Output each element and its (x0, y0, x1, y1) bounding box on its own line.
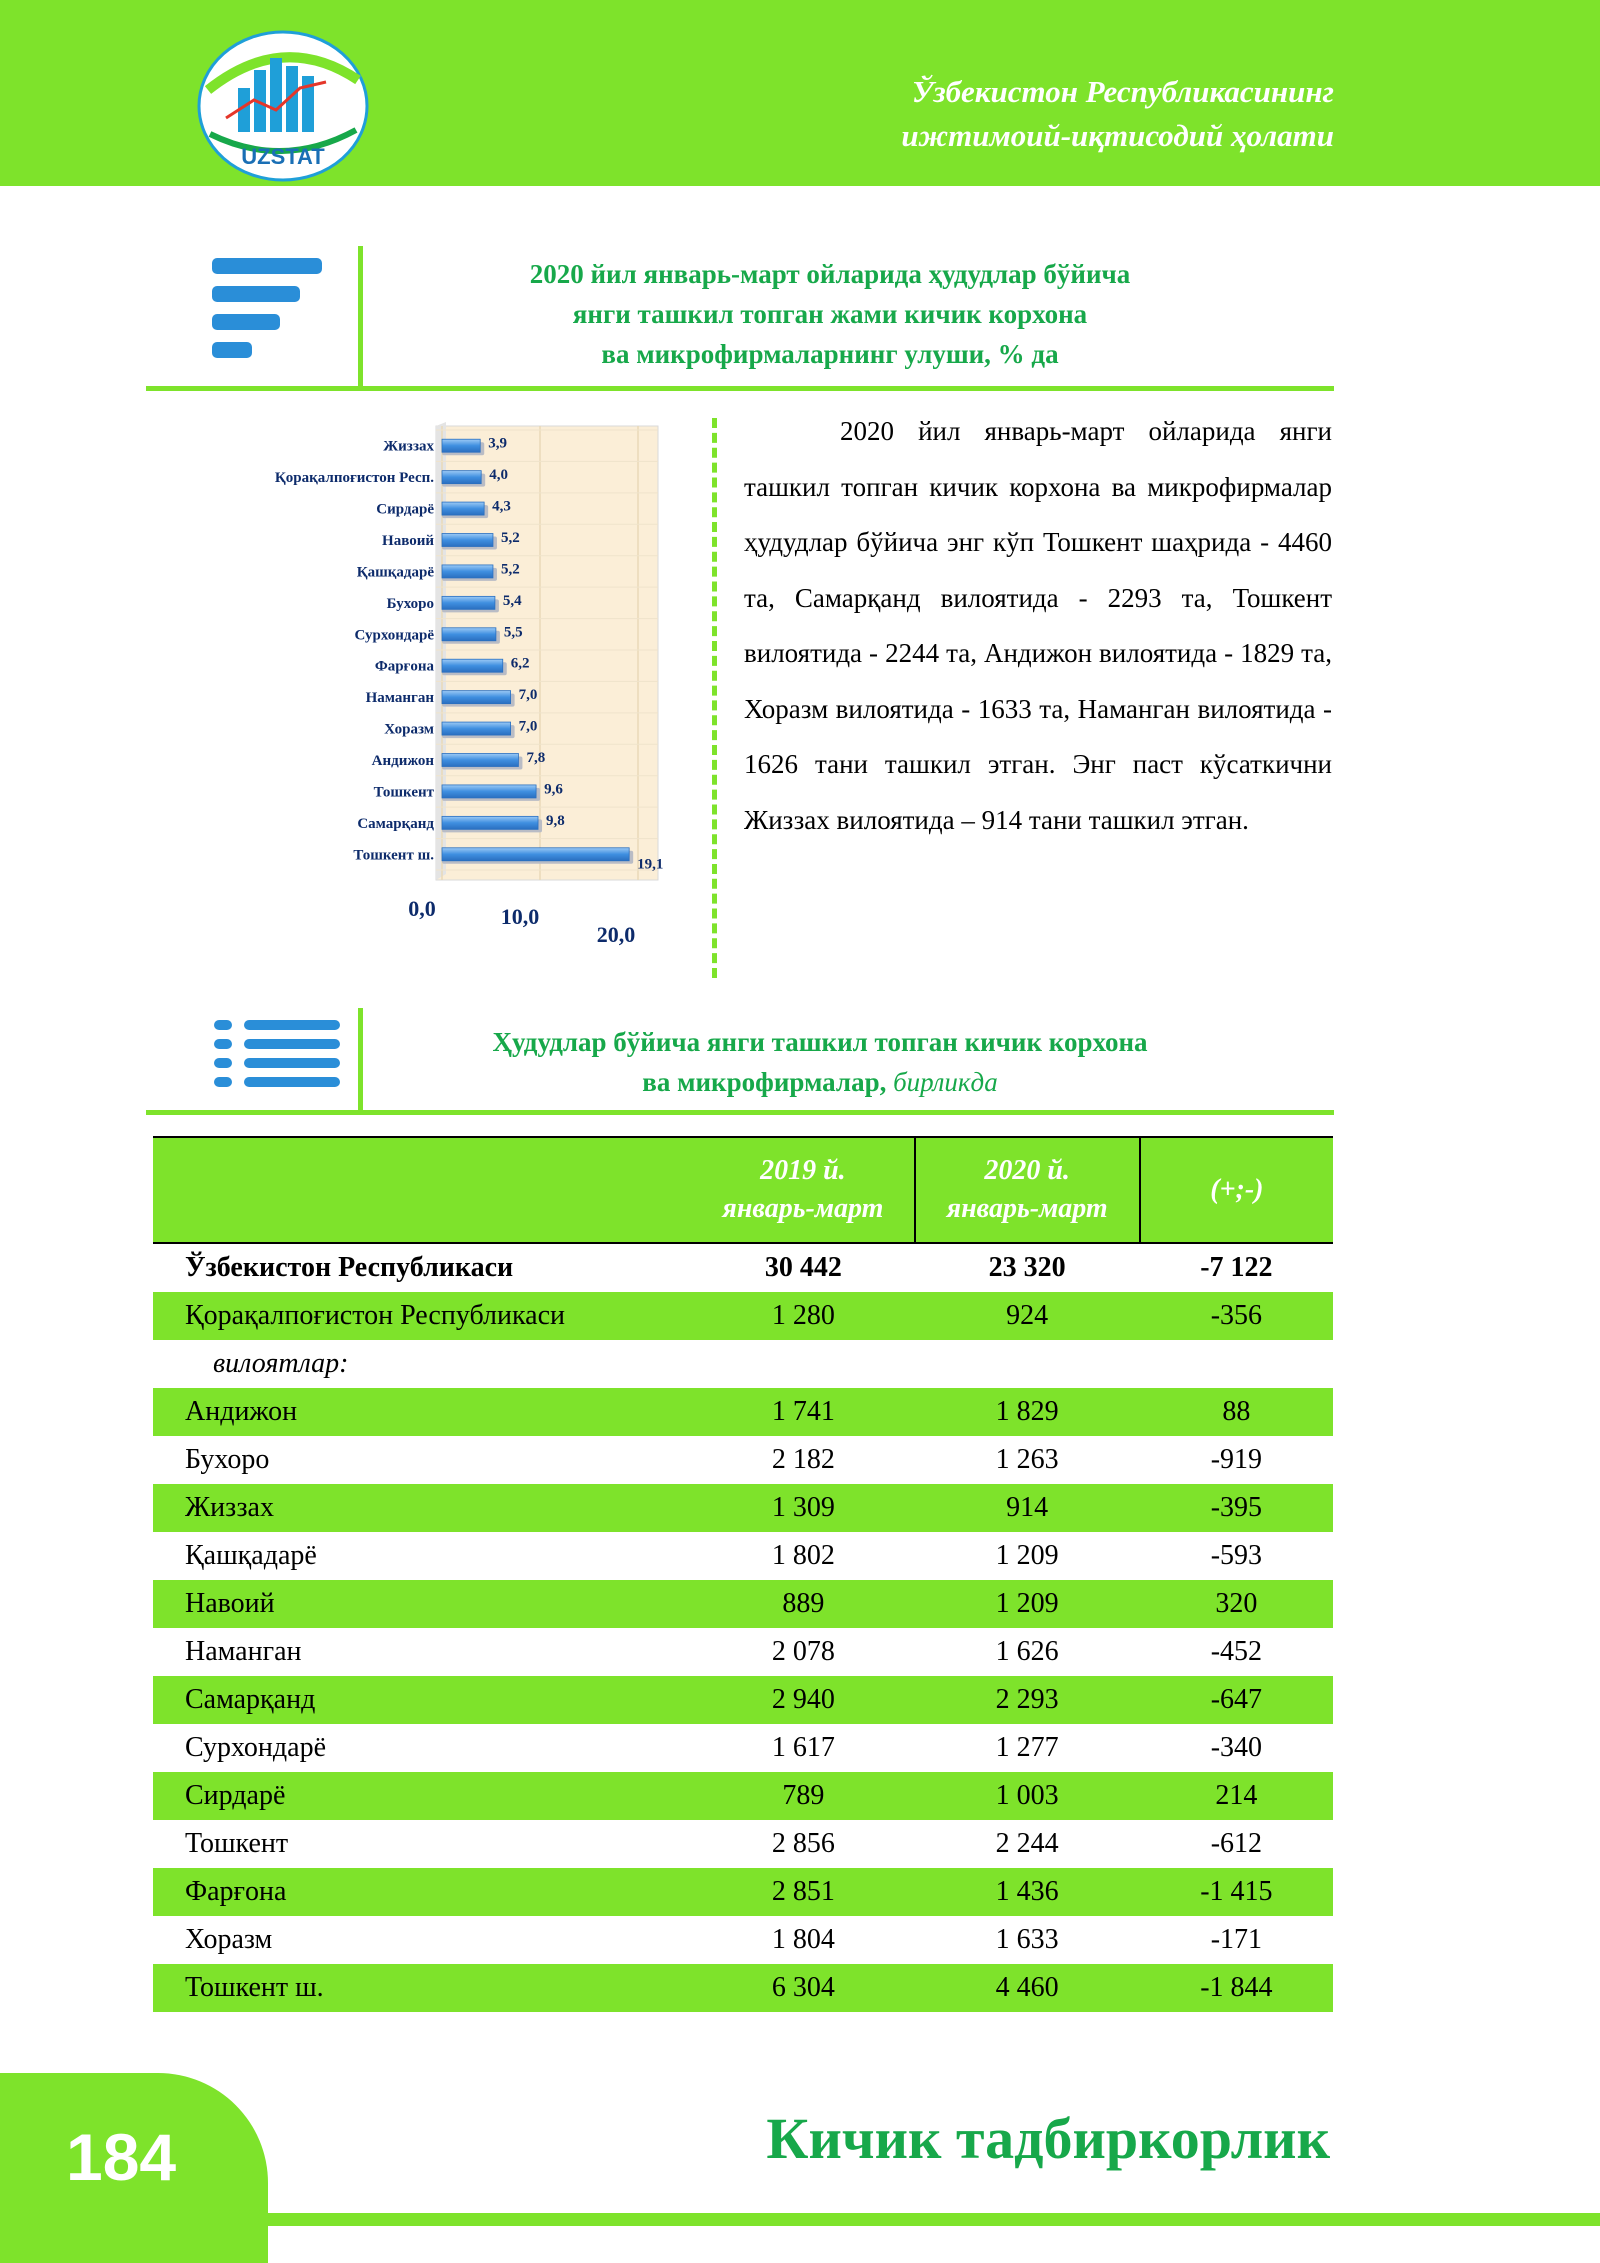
row-2019: 30 442 (764, 1252, 842, 1283)
table-header-row (153, 1137, 1333, 1243)
row-diff: -647 (1140, 1676, 1333, 1724)
table-row (153, 1820, 1333, 1868)
row-2020: 1 626 (995, 1636, 1059, 1667)
row-2019: 2 182 (771, 1444, 835, 1475)
row-name: Ўзбекистон Республикаси (185, 1252, 514, 1283)
chart-category-label: Сурхондарё (354, 627, 434, 644)
chart-value-label: 5,4 (502, 592, 522, 609)
list-icon (214, 1020, 340, 1088)
chart-bar (442, 659, 503, 672)
table-header-2019-line2: январь-март (722, 1193, 884, 1224)
table-row-total (153, 1243, 1333, 1292)
table-row (153, 1964, 1333, 2012)
row-diff: -612 (1210, 1828, 1263, 1859)
chart-bar (442, 816, 538, 829)
row-2020: 1 436 (915, 1868, 1140, 1916)
chart-bar (442, 565, 493, 578)
summary-text: 2020 йил январь-март ойларида янги ташкил топган кичик корхона ва микрофирмалар ҳудудлар бўйича энг кўп Тошкент шаҳрида - 4460 та, Самарқанд вилоятида - 2293 та, Тошкент вилоятида - 2244 та, Андижон вилоятида - 1829 та, Хоразм вилоятида - 1633 та, Наманган вилоятида - 1626 тани ташкил этган. Энг паст кўсаткични Жиззах вилоятида – 914 тани ташкил этган. (744, 416, 1332, 835)
row-diff: -1 415 (1140, 1868, 1333, 1916)
row-2020: 1 209 (915, 1580, 1140, 1628)
bar-list-icon (212, 258, 324, 358)
chart-bar (442, 785, 536, 798)
table-row (153, 1388, 1333, 1436)
chart-bar (442, 596, 495, 609)
table-header-2020 (915, 1137, 1140, 1243)
table-row (153, 1868, 1333, 1916)
chart-value-label: 9,8 (546, 812, 565, 829)
row-diff: -593 (1210, 1540, 1263, 1571)
section2-title-line2: ва микрофирмалар, (642, 1067, 887, 1097)
chart-value-label: 7,0 (518, 718, 538, 735)
row-2020: 1 003 (915, 1772, 1140, 1820)
regions-subheader: вилоятлар: (213, 1348, 349, 1379)
section1-divider (358, 246, 363, 388)
table-header-region (153, 1137, 692, 1243)
logo-text: UZSTAT (241, 144, 325, 169)
section1-underline (146, 386, 1334, 391)
table-row-karakalpak (153, 1292, 1333, 1340)
row-diff: 214 (1140, 1772, 1333, 1820)
row-diff: -452 (1210, 1636, 1263, 1667)
row-2019: 2 851 (692, 1868, 914, 1916)
chart-category-label: Фарғона (374, 658, 434, 675)
row-2020: 914 (915, 1484, 1140, 1532)
chart-value-label: 7,8 (526, 750, 546, 766)
row-2019: 1 617 (771, 1732, 835, 1763)
chart-category-label: Қашқадарё (356, 564, 434, 581)
row-2020: 924 (915, 1292, 1140, 1340)
chart-bar (442, 848, 629, 861)
chart-category-label: Навоий (382, 533, 434, 549)
row-2019: 1 804 (771, 1924, 835, 1955)
row-diff: -356 (1140, 1292, 1333, 1340)
table-row (153, 1676, 1333, 1724)
row-diff: 88 (1140, 1388, 1333, 1436)
row-diff: -340 (1210, 1732, 1263, 1763)
chart-bar (442, 628, 496, 641)
table-header-2019-line1: 2019 й. (760, 1155, 846, 1186)
section2-divider (358, 1008, 363, 1112)
chart-bar (442, 502, 484, 515)
row-2020: 1 277 (995, 1732, 1059, 1763)
row-2019: 1 741 (692, 1388, 914, 1436)
table-header-2019 (692, 1137, 914, 1243)
chart-bar (442, 691, 511, 704)
row-2019: 2 856 (771, 1828, 835, 1859)
row-2020: 2 244 (995, 1828, 1059, 1859)
chart-category-label: Наманган (365, 690, 434, 707)
header-title (901, 70, 1334, 158)
table-header-diff: (+;-) (1140, 1137, 1333, 1243)
chart-value-label: 7,0 (518, 687, 538, 704)
row-diff: -7 122 (1200, 1252, 1273, 1283)
chart-side-wall (436, 422, 446, 880)
footer-title: Кичик тадбиркорлик (766, 2106, 1330, 2171)
row-2020: 4 460 (915, 1964, 1140, 2012)
chart-x-tick-label: 20,0 (596, 922, 636, 947)
row-2019: 6 304 (692, 1964, 914, 2012)
section2-underline (146, 1110, 1334, 1115)
chart-category-label: Бухоро (386, 595, 434, 612)
chart-category-label: Хоразм (384, 721, 434, 738)
row-name: Наманган (185, 1636, 302, 1667)
chart-category-label: Андижон (371, 753, 434, 769)
section1-title-line1: 2020 йил январь-март ойларида ҳудудлар бўйича (529, 259, 1131, 289)
header-title-line2: ижтимоий-иқтисодий ҳолати (901, 118, 1334, 153)
row-2019: 1 280 (692, 1292, 914, 1340)
chart-value-label: 6,2 (510, 655, 530, 672)
row-2020: 23 320 (988, 1252, 1066, 1283)
row-name: Сирдарё (153, 1772, 692, 1820)
chart-text-separator (712, 418, 717, 978)
chart-category-label: Тошкент ш. (353, 847, 434, 864)
uzstat-logo (196, 30, 370, 182)
row-name: Навоий (153, 1580, 692, 1628)
table-row (153, 1580, 1333, 1628)
page-number: 184 (66, 2120, 177, 2194)
chart-category-label: Қорақалпоғистон Респ. (274, 470, 434, 487)
section1-title-line2: янги ташкил топган жами кичик корхона (572, 299, 1088, 329)
row-2019: 889 (692, 1580, 914, 1628)
row-2019: 2 078 (771, 1636, 835, 1667)
row-2020: 1 263 (995, 1444, 1059, 1475)
row-diff: -919 (1210, 1444, 1263, 1475)
table-row (153, 1532, 1333, 1580)
summary-paragraph (744, 404, 1332, 848)
chart-category-label: Жиззах (383, 438, 434, 455)
table-header-2020-line1: 2020 й. (984, 1155, 1070, 1186)
table-row (153, 1436, 1333, 1484)
row-name: Жиззах (153, 1484, 692, 1532)
chart-value-label: 5,5 (503, 624, 523, 641)
row-name: Хоразм (185, 1924, 273, 1955)
table-row-subheader (153, 1340, 1333, 1388)
section2-title-unit: бирликда (886, 1067, 998, 1097)
share-chart (150, 410, 690, 950)
chart-value-label: 3,9 (488, 435, 507, 452)
row-diff: -395 (1140, 1484, 1333, 1532)
section2-title-line1: Ҳудудлар бўйича янги ташкил топган кичик корхона (492, 1027, 1148, 1057)
chart-category-label: Самарқанд (357, 815, 434, 832)
row-name: Андижон (153, 1388, 692, 1436)
chart-value-label: 4,3 (492, 498, 511, 515)
section1-title-line3: ва микрофирмаларнинг улуши, % да (601, 339, 1059, 369)
chart-x-tick-label: 10,0 (500, 904, 540, 929)
table-row (153, 1724, 1333, 1772)
chart-value-label: 9,6 (544, 781, 563, 798)
chart-bar (442, 754, 518, 767)
row-2020: 2 293 (915, 1676, 1140, 1724)
chart-value-label: 5,2 (500, 561, 520, 578)
chart-bar (442, 439, 480, 452)
row-name: Тошкент ш. (153, 1964, 692, 2012)
row-2019: 2 940 (692, 1676, 914, 1724)
chart-value-label: 5,2 (500, 530, 520, 546)
row-name: Сурхондарё (185, 1732, 326, 1763)
chart-bar (442, 471, 481, 484)
row-2019: 789 (692, 1772, 914, 1820)
table-row (153, 1484, 1333, 1532)
share-chart-svg (150, 410, 690, 950)
row-name: Фарғона (153, 1868, 692, 1916)
section2-title-line2-wrap (390, 1062, 1250, 1102)
table-row (153, 1628, 1333, 1676)
header-title-line1: Ўзбекистон Республикасининг (911, 74, 1334, 109)
row-name: Қорақалпоғистон Республикаси (153, 1292, 692, 1340)
chart-value-label: 4,0 (489, 467, 508, 484)
chart-value-label: 19,1 (637, 856, 664, 873)
row-2020: 1 633 (995, 1924, 1059, 1955)
row-2019: 1 802 (771, 1540, 835, 1571)
section2-title (390, 1022, 1250, 1102)
chart-category-label: Тошкент (373, 784, 434, 801)
chart-bar (442, 534, 493, 547)
row-name: Қашқадарё (185, 1540, 317, 1571)
chart-x-tick-label: 0,0 (408, 896, 436, 921)
row-name: Самарқанд (153, 1676, 692, 1724)
row-diff: -1 844 (1140, 1964, 1333, 2012)
row-name: Бухоро (185, 1444, 270, 1475)
row-name: Тошкент (185, 1828, 289, 1859)
enterprises-table (153, 1136, 1333, 2012)
row-2020: 1 209 (995, 1540, 1059, 1571)
row-diff: 320 (1140, 1580, 1333, 1628)
chart-category-label: Сирдарё (376, 501, 434, 518)
table-row (153, 1772, 1333, 1820)
footer-line (268, 2213, 1600, 2226)
row-diff: -171 (1210, 1924, 1263, 1955)
chart-bar (442, 722, 511, 735)
row-2019: 1 309 (692, 1484, 914, 1532)
section1-title (390, 254, 1270, 374)
table-header-2020-line2: январь-март (946, 1193, 1108, 1224)
row-2020: 1 829 (915, 1388, 1140, 1436)
table-row (153, 1916, 1333, 1964)
